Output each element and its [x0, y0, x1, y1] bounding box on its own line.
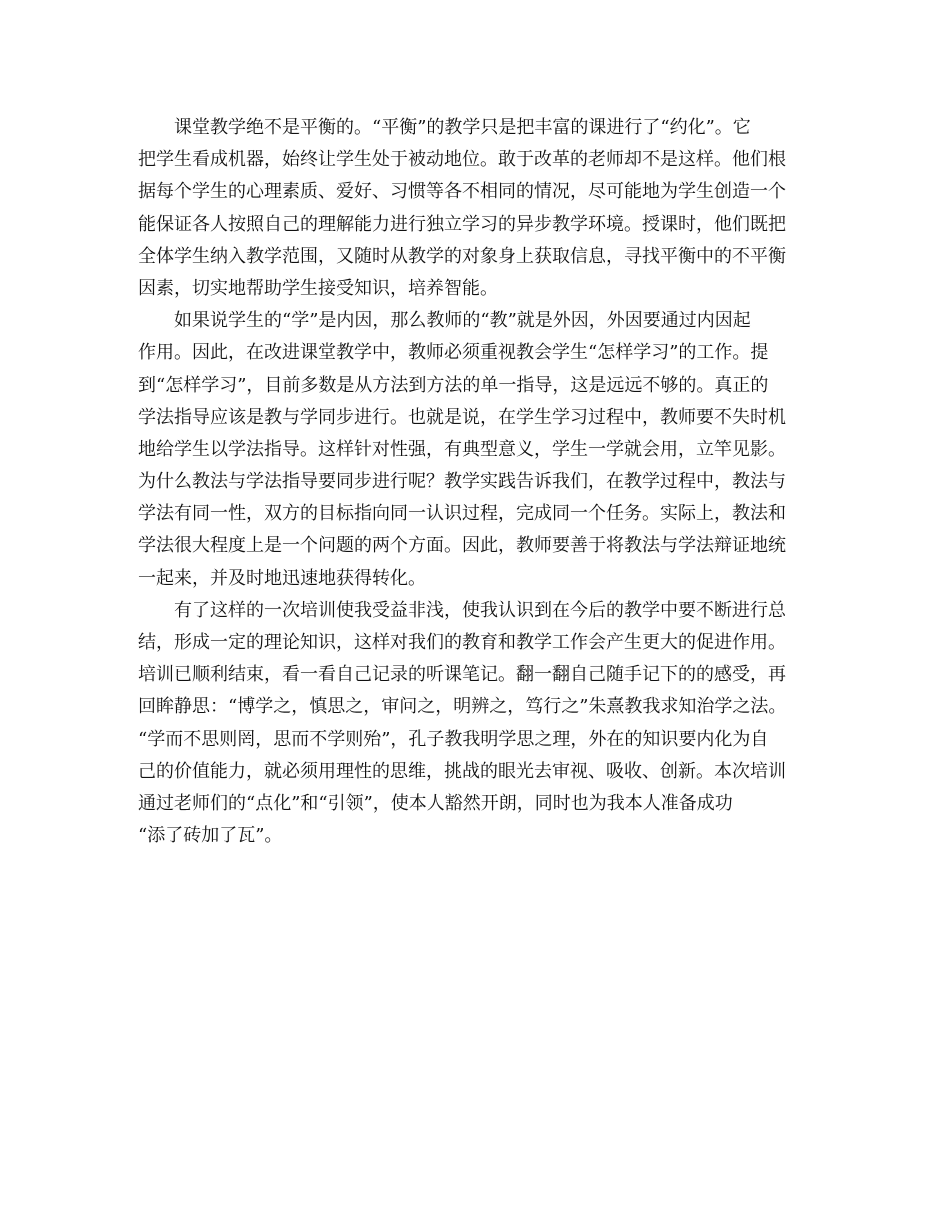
text-line: 地给学生以学法指导。这样针对性强，有典型意义，学生一学就会用，立竿见影。	[138, 438, 786, 460]
text-line: 能保证各人按照自己的理解能力进行独立学习的异步教学环境。授课时，他们既把	[138, 213, 786, 235]
paragraph-1	[138, 112, 818, 305]
text-line: “添了砖加了瓦”。	[138, 825, 283, 847]
text-line: “学而不思则罔，思而不学则殆”，孔子教我明学思之理，外在的知识要内化为自	[138, 728, 769, 750]
text-line: 培训已顺利结束，看一看自己记录的听课笔记。翻一翻自己随手记下的的感受，再	[138, 664, 786, 686]
text-line: 通过老师们的“点化”和“引领”，使本人豁然开朗，同时也为我本人准备成功	[138, 792, 733, 814]
text-line: 据每个学生的心理素质、爱好、习惯等各不相同的情况，尽可能地为学生创造一个	[138, 181, 786, 203]
text-line: 为什么教法与学法指导要同步进行呢？教学实践告诉我们，在教学过程中，教法与	[138, 471, 786, 493]
text-line: 有了这样的一次培训使我受益非浅，使我认识到在今后的教学中要不断进行总	[174, 599, 786, 621]
text-line: 学法很大程度上是一个问题的两个方面。因此，教师要善于将教法与学法辩证地统	[138, 535, 786, 557]
text-line: 到“怎样学习”，目前多数是从方法到方法的单一指导，这是远远不够的。真正的	[138, 374, 769, 396]
text-line: 作用。因此，在改进课堂教学中，教师必须重视教会学生“怎样学习”的工作。提	[138, 342, 769, 364]
paragraph-3	[138, 595, 818, 853]
body-text	[138, 112, 818, 852]
text-line: 因素，切实地帮助学生接受知识，培养智能。	[138, 277, 498, 299]
text-line: 结，形成一定的理论知识，这样对我们的教育和教学工作会产生更大的促进作用。	[138, 632, 786, 653]
text-line: 如果说学生的“学”是内因，那么教师的“教”就是外因，外因要通过内因起	[174, 310, 751, 332]
text-line: 全体学生纳入教学范围，又随时从教学的对象身上获取信息，寻找平衡中的不平衡	[138, 245, 786, 267]
text-line: 学法有同一性，双方的目标指向同一认识过程，完成同一个任务。实际上，教法和	[138, 503, 786, 525]
text-line: 课堂教学绝不是平衡的。“平衡”的教学只是把丰富的课进行了“约化”。它	[174, 117, 751, 138]
text-line: 一起来，并及时地迅速地获得转化。	[138, 567, 426, 589]
paragraph-2	[138, 305, 818, 595]
text-line: 己的价值能力，就必须用理性的思维，挑战的眼光去审视、吸收、创新。本次培训	[138, 760, 786, 782]
text-line: 学法指导应该是教与学同步进行。也就是说，在学生学习过程中，教师要不失时机	[138, 406, 786, 428]
text-line: 回眸静思：“博学之，慎思之，审问之，明辨之，笃行之”朱熹教我求知治学之法。	[138, 696, 787, 718]
text-line: 把学生看成机器，始终让学生处于被动地位。敢于改革的老师却不是这样。他们根	[138, 149, 786, 171]
